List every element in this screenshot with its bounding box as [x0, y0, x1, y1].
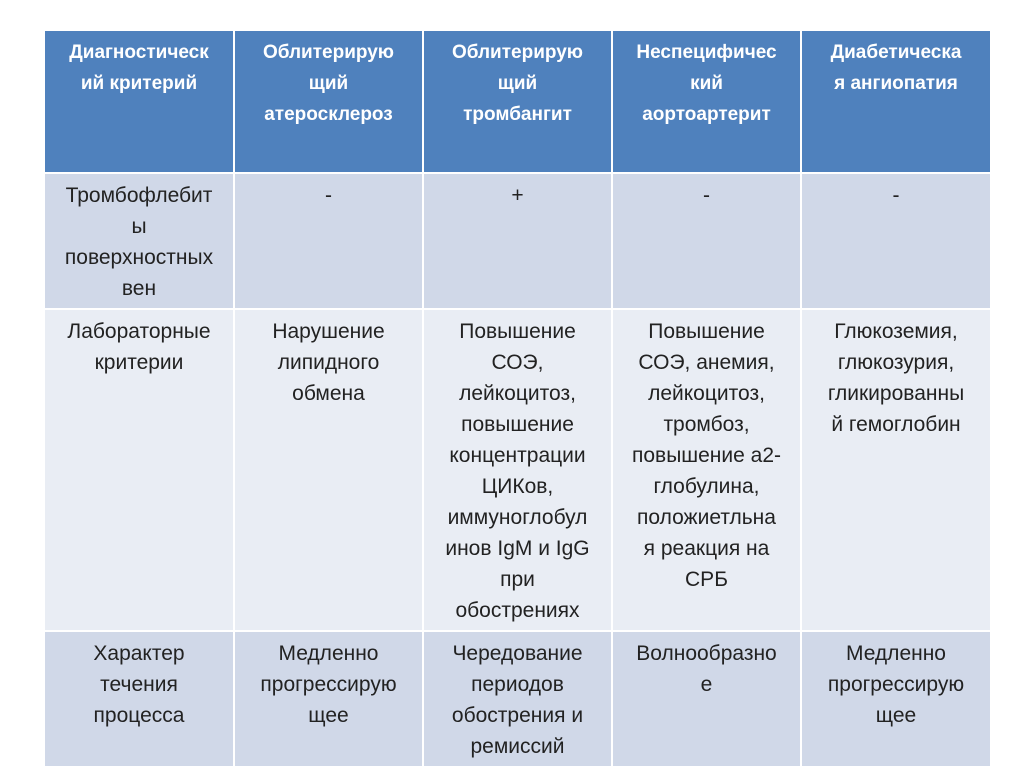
table-cell: Повышение СОЭ, лейкоцитоз, повышение концентрации ЦИКов, иммуноглобул инов IgM и IgG при обострениях	[423, 309, 612, 631]
header-criterion: Диагностическ ий критерий	[44, 30, 234, 173]
header-row	[44, 30, 991, 173]
header-diabetic-angiopathy: Диабетическа я ангиопатия	[801, 30, 991, 173]
row-thrombophlebitis	[44, 173, 991, 309]
table-cell: Глюкоземия, глюкозурия, гликированны й гемоглобин	[801, 309, 991, 631]
header-atherosclerosis: Облитерирую щий атеросклероз	[234, 30, 423, 173]
table-cell: -	[234, 173, 423, 309]
table-cell: +	[423, 173, 612, 309]
row-laboratory	[44, 309, 991, 631]
table-cell: Волнообразно е	[612, 631, 801, 767]
table-cell: -	[612, 173, 801, 309]
table-cell: Медленно прогрессирую щее	[801, 631, 991, 767]
header-aortoarteritis: Неспецифичес кий аортоартерит	[612, 30, 801, 173]
row-course	[44, 631, 991, 767]
table-cell: Нарушение липидного обмена	[234, 309, 423, 631]
table-cell: Тромбофлебит ы поверхностных вен	[44, 173, 234, 309]
table-cell: -	[801, 173, 991, 309]
table-cell: Характер течения процесса	[44, 631, 234, 767]
header-thromboangiitis: Облитерирую щий тромбангит	[423, 30, 612, 173]
table-cell: Чередование периодов обострения и ремиссий	[423, 631, 612, 767]
comparison-table	[43, 29, 992, 767]
table-cell: Лабораторные критерии	[44, 309, 234, 631]
table-cell: Повышение СОЭ, анемия, лейкоцитоз, тромбоз, повышение а2- глобулина, положиетльна я реакция на СРБ	[612, 309, 801, 631]
table-cell: Медленно прогрессирую щее	[234, 631, 423, 767]
